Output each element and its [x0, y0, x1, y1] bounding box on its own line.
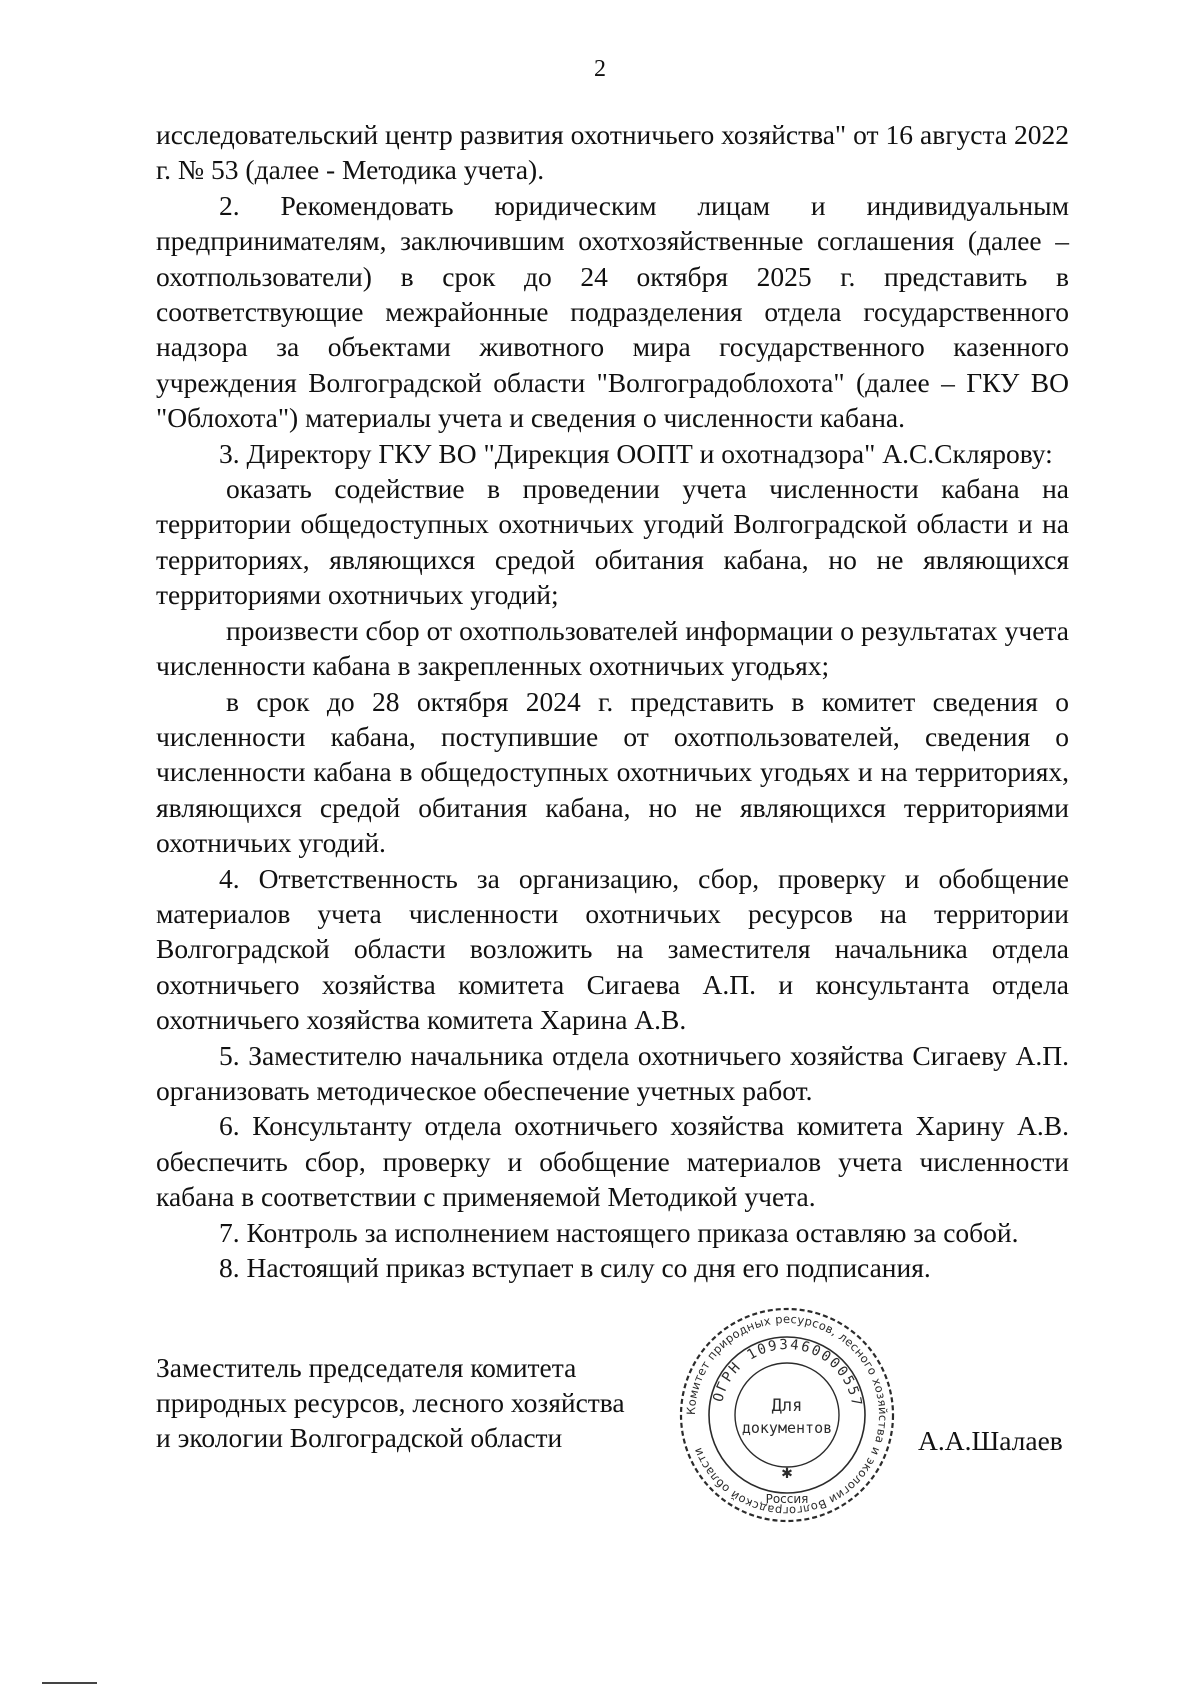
paragraph-item-3-sub-2: произвести сбор от охотпользователей информации о результатах учета численности кабана в закрепленных охотничьих угодьях; — [156, 614, 1069, 682]
signatory-position-line: природных ресурсов, лесного хозяйства — [156, 1387, 625, 1418]
signatory-position — [156, 1350, 625, 1455]
seal-star-icon: ✱ — [781, 1467, 793, 1482]
signatory-name: А.А.Шалаев — [918, 1425, 1063, 1456]
seal-outer-text: Комитет природных ресурсов, лесного хозяйства и экологии Волгоградской области — [683, 1311, 891, 1519]
paragraph-item-2: 2. Рекомендовать юридическим лицам и индивидуальным предпринимателям, заключившим охотхозяйственные соглашения (далее – охотпользователи) в срок до 24 октября 2025 г. представить в соответствующие межрайонные подразделения отдела государственного надзора за объектами животного мира государственного казенного учреждения Волгоградской области "Волгоградоблохота" (далее – ГКУ ВО "Облохота") материалы учета и сведения о численности кабана. — [156, 189, 1069, 434]
paragraph-item-5: 5. Заместителю начальника отдела охотничьего хозяйства Сигаеву А.П. организовать методическое обеспечение учетных работ. — [156, 1039, 1069, 1106]
paragraph-item-3-sub-3: в срок до 28 октября 2024 г. представить в комитет сведения о численности кабана, поступившие от охотпользователей, сведения о численности кабана в общедоступных охотничьих угодьях и на территориях, являющихся средой обитания кабана, но не являющихся территориями охотничьих угодий. — [156, 685, 1069, 859]
page-number: 2 — [594, 56, 606, 82]
order-body — [156, 117, 1069, 1285]
signatory-position-line: Заместитель председателя комитета — [156, 1352, 577, 1383]
seal-center-line-2: документов — [741, 1419, 833, 1437]
paragraph-item-4: 4. Ответственность за организацию, сбор, проверку и обобщение материалов учета численности охотничьих ресурсов на территории Волгоградской области возложить на заместителя начальника отдела охотничьего хозяйства комитета Сигаева А.П. и консультанта отдела охотничьего хозяйства комитета Харина А.В. — [156, 862, 1069, 1036]
paragraph-item-7: 7. Контроль за исполнением настоящего приказа оставляю за собой. — [219, 1216, 1019, 1248]
paragraph-item-3: 3. Директору ГКУ ВО "Дирекция ООПТ и охотнадзора" А.С.Склярову: — [219, 437, 1053, 469]
seal-center-line-1: Для — [771, 1396, 803, 1416]
seal-bottom-text: Россия — [765, 1492, 809, 1506]
seal-inner-text: ОГРН 1093460000557 — [710, 1336, 865, 1409]
paragraph-item-3-sub-1: оказать содействие в проведении учета численности кабана на территории общедоступных охотничьих угодий Волгоградской области и на территориях, являющихся средой обитания кабана, но не являющихся территориями охотничьих угодий; — [156, 473, 1069, 611]
paragraph-item-8: 8. Настоящий приказ вступает в силу со дня его подписания. — [219, 1252, 931, 1283]
paragraph-continuation: исследовательский центр развития охотничьего хозяйства" от 16 августа 2022 г. № 53 (далее - Методика учета). — [156, 119, 1069, 186]
signatory-position-line: и экологии Волгоградской области — [156, 1422, 563, 1453]
official-seal-stamp — [676, 1303, 898, 1528]
paragraph-item-6: 6. Консультанту отдела охотничьего хозяйства комитета Харину А.В. обеспечить сбор, проверку и обобщение материалов учета численности кабана в соответствии с применяемой Методикой учета. — [156, 1110, 1069, 1213]
scan-artifact-line — [42, 1682, 97, 1684]
